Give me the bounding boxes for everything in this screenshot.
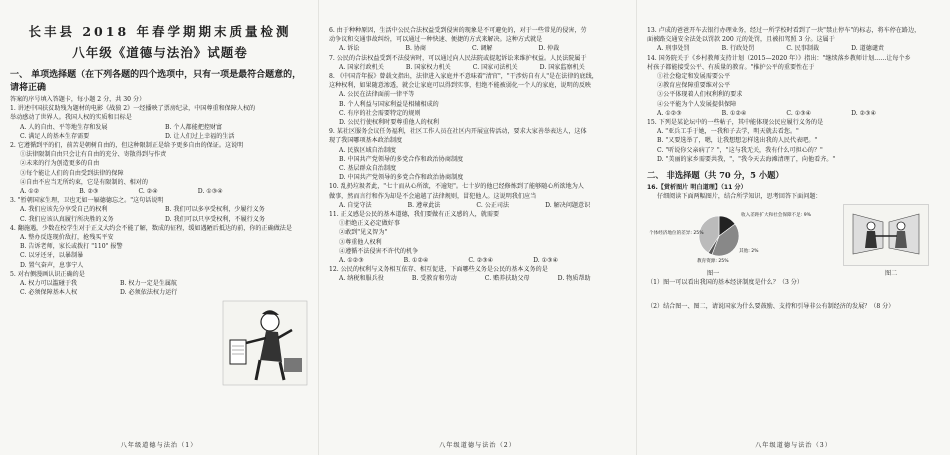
option: C. 我们应该认真履行所决胜的义务 — [20, 215, 114, 223]
question-7-options — [329, 63, 628, 72]
option: D. 置气奋声，息事宁人 — [20, 261, 84, 269]
option: C. 调解 — [472, 45, 493, 53]
option: C. 赡养扶助父母 — [484, 275, 530, 283]
option: D. 仲裁 — [538, 45, 560, 53]
pie-label: 收入差距扩大和社会保障不足: 9% — [741, 213, 812, 219]
question-13-cont: 面被路交通安全法处以罚款 200 元的处罚，且被扣驾照 3 分。这属于 — [647, 36, 835, 44]
statement: ①法律限制自由只会让有自由的充分、寄散得到与作责 — [20, 151, 167, 159]
question-11-options — [329, 256, 628, 265]
sub-question-2: （2）结合图一、图二，请说国家为什么要鼓励、支持和引导非公有制经济的发展？（8 分） — [647, 302, 895, 310]
option: C. 公正司法 — [476, 201, 510, 209]
cartoon-illustration — [843, 204, 929, 266]
option: A. 人的自由、平等地生存和发展 — [20, 123, 108, 131]
statement: ①拒绝正义必定做好事 — [339, 220, 400, 228]
option: A. 整办反连现价敌打，抢残买平安 — [20, 234, 114, 242]
question-8: 8. 《中国青年报》曾载文指出，法律进入家庭并不意味着"清官"，"干涉妨自有人"是在法律的底线， — [329, 73, 598, 81]
statement: ③尊重他人权利 — [339, 238, 382, 246]
figure-1-caption: 图一 — [707, 270, 720, 278]
page-column-2 — [318, 0, 636, 455]
option: B. 告诉老师，家长或拨打 "110" 报警 — [20, 243, 123, 251]
option: C. 国家司法机关 — [472, 63, 518, 71]
pie-label: 个体经济地位的差异: 25% — [649, 231, 704, 237]
option: A. ①②③ — [339, 257, 364, 265]
question-12: 12. 公民的权利与义务相互依存、相互促进，下面哪些义务是公民的基本义务的是 — [329, 266, 548, 274]
page-column-1 — [0, 0, 318, 455]
question-15: 15. 下列是某论坛中的一些帖子，其中能体现公民应履行义务的是 — [647, 119, 824, 127]
option: C. 必须保障基本人权 — [20, 289, 78, 297]
option: B. ②③ — [79, 188, 99, 196]
option: D. ②③④ — [851, 109, 877, 117]
option: B. ①②④ — [403, 257, 429, 265]
option: B. 我们可以多享受权利，少履行义务 — [165, 206, 265, 214]
option: B. 协商 — [405, 45, 427, 53]
option: C. ②③④ — [468, 257, 494, 265]
question-3: 3. "暂朝国家生理，卫也无如一辐德德忘之。"这句话说明 — [10, 197, 164, 205]
option: A. 民族区域自治制度 — [339, 146, 397, 154]
option: B. 国家权力机关 — [405, 63, 451, 71]
section-instruction: 答案的序号填入答题卡，每小题 2 分，共 30 分） — [10, 96, 146, 103]
option: B. ①②④ — [721, 109, 747, 117]
option: B. 个人利益与国家利益是相辅相成的 — [339, 100, 439, 108]
option: A. 刑事处罚 — [657, 45, 690, 53]
option: C. 基层群众自治制度 — [339, 165, 397, 173]
option: C. ②④ — [138, 188, 158, 196]
option: A. 公民在法律面前一律平等 — [339, 91, 415, 99]
option: B. 遵章此法 — [407, 201, 441, 209]
question-14: 14. 国务院关于《乡村教师支持计划（2015—2020 年）》指出："继续落乡教师计划……让每个乡 — [647, 54, 911, 62]
option: C. 有序的社会需要特定的规则 — [339, 109, 421, 117]
option: D. 必须依法权力运行 — [120, 289, 178, 297]
option: B. 受教育和劳动 — [411, 275, 457, 283]
option: D. 我们可以只享受权利，不履行义务 — [165, 215, 265, 223]
question-11: 11. 正义感是公民的基本道德，我们要做有正义感的人，就需要 — [329, 211, 500, 219]
question-12-options — [329, 274, 628, 283]
option: B. "又要选举了，嗯，让我想想怎样选出我的人民代表吧。" — [657, 137, 818, 145]
question-9: 9. 某社区服务会议任务福利，社区工作人员在社区内开展宣传活动，要求大家善举表达人，这体 — [329, 128, 587, 136]
option: D. 物质帮助 — [557, 275, 591, 283]
question-1-options — [10, 123, 310, 141]
question-13: 13. 卢成的爸爸开车去银行办理业务，经过一所学校时看到了一块"禁止停车"的标志，将车停在路边， — [647, 27, 921, 34]
section-heading: 二、 非选择题（共 70 分，5 小题） — [647, 170, 784, 181]
option: A. 诉讼 — [339, 45, 360, 53]
option: D. 公民行使权利时要尊重他人的权利 — [339, 119, 439, 127]
option: C. ①③④ — [786, 109, 812, 117]
page-column-3 — [636, 0, 950, 455]
question-16-title: 16.【赏析图片 明白道理】（11 分） — [647, 184, 747, 192]
cartoon-illustration — [222, 300, 308, 386]
option: A. 纳税和服兵役 — [339, 275, 384, 283]
exam-subtitle: 八年级《道德与法治》试题卷 — [72, 45, 248, 60]
question-5: 5. 对右侧漫画认识正确的是 — [10, 270, 85, 278]
option: A. ①② — [20, 188, 40, 196]
sub-question-1: （1）图一可以看出我国的基本经济制度是什么？（3 分） — [647, 279, 803, 287]
option: D. "美丽的家乡需要共我，"，"我今天去海滩清理了，向他看齐。" — [657, 155, 836, 163]
option: D. 道德谴责 — [851, 45, 885, 53]
option: D. 国家监察机关 — [539, 63, 585, 71]
page-footer: 八年级道德与法治（2） — [439, 442, 516, 449]
question-3-options — [10, 205, 310, 223]
statement: ④自由不应当无所约束，它是有限制的、相对的 — [20, 178, 148, 186]
question-2-options — [10, 187, 310, 196]
page-footer: 八年级道德与法治（3） — [755, 442, 832, 449]
question-10-options — [329, 201, 628, 210]
option: C. 满足人的基本生存需要 — [20, 132, 90, 140]
option: C. 民事制裁 — [786, 45, 820, 53]
statement: ②敢到"见义智为" — [339, 229, 388, 237]
option: B. 中国共产党领导的多党合作和政治协商制度 — [339, 155, 464, 163]
option: A. "亚兵工手于她，一我和子去学，明天就去看您。" — [657, 128, 799, 136]
option: D. ①③④ — [533, 257, 559, 265]
statement: ④公平能为个人发展提供保障 — [657, 100, 737, 108]
question-2: 2. 它遵循到平的们，前苦是朝树自由的，但这种限制正是给予更多自由的保证。这说明 — [10, 142, 244, 150]
question-5-options — [10, 279, 220, 297]
statement: ②未来的行为创造更多的自由 — [20, 160, 100, 168]
pie-label: 其他: 2% — [739, 249, 759, 255]
option: A. ①②③ — [657, 109, 682, 117]
question-14-options — [647, 109, 942, 118]
option: D. 让人们过上幸福的生活 — [165, 132, 235, 140]
question-4: 4. 翻施遇，少数在校学生对于正义大约会不能了解，数成的征程，缓如遇陋后抵达的前，你的正确做法是 — [10, 224, 292, 232]
option: B. 个人都能把控财富 — [165, 123, 223, 131]
pie-label: 教育资源: 25% — [697, 259, 729, 265]
statement: ①社会稳定和发展需要公平 — [657, 73, 731, 81]
exam-title: 长丰县 2018 年春学期期末质量检测 — [28, 24, 292, 39]
question-10: 10. 乱扔垃圾者此，"七十而从心所欲，不逾矩"。七十岁的他已经修炼到了能够随心所欲地为人 — [329, 183, 584, 191]
question-6: 6. 由于种种原因，生活中公民合法权益受到侵害的现象是不可避免的，对于一些常见的侵害，劳 — [329, 27, 587, 34]
option: B. 行政处罚 — [721, 45, 755, 53]
question-6-cont: 动争议和交通事故纠纷，可以通过一种快速、便捷的方式来解决。这种方式就是 — [329, 36, 543, 44]
statement: ④遵循不法侵害不许代的机争 — [339, 247, 419, 255]
option: A. 我们应该先分享受自己的权利 — [20, 206, 108, 214]
question-9-cont: 现了我国哪项基本政治制度 — [329, 137, 403, 145]
question-10-cont: 做事，然而言行和作为却是不会逾越了法律规则，冒犯他人。这说明我们应当 — [329, 192, 537, 200]
option: C. 以牙还牙，以暴制暴 — [20, 252, 84, 260]
question-6-options — [329, 44, 628, 53]
option: D. ①③④ — [197, 188, 223, 196]
statement: ③公平体现着人们权利利的要求 — [657, 91, 743, 99]
option: A. 国家行政机关 — [339, 63, 384, 71]
question-8-cont: 这种权利，如果随意渗透，就会让家庭可以得到实事，但绝不能被弱化一个人的家庭，说明的反映 — [329, 82, 592, 90]
figure-2-caption: 图二 — [885, 270, 898, 278]
option: D. 中国共产党领导的多党合作和政治协商制度 — [339, 174, 464, 182]
option: C. "听说你父亲病了？"，"这与我无关，我有什么可担心的？" — [657, 146, 823, 154]
option: A. 自觉守法 — [339, 201, 372, 209]
section-heading: 一、 单项选择题（在下列各题的四个选项中，只有一项是最符合题意的，请将正确 — [10, 70, 302, 93]
option: A. 权力可以滥碰于我 — [20, 280, 78, 288]
page-footer: 八年级道德与法治（1） — [120, 442, 198, 449]
option: B. 权力一定是生属航 — [120, 280, 178, 288]
statement: ②教育应保障重要维对公平 — [657, 82, 731, 90]
figure-area — [647, 204, 942, 278]
question-16-intro: 仔细阅读下面两幅图片，结合所学知识，思考回答下面问题： — [657, 193, 822, 201]
question-14-cont: 村孩子都能接受公平、有质量的教育。"推护公平的重要性在于 — [647, 63, 815, 71]
statement: ③每个能让人们的自由受到法律的保障 — [20, 169, 124, 177]
option: D. 解决问题意识 — [545, 201, 591, 209]
pie-chart — [647, 204, 817, 268]
question-1-cont: 举动感动了世界人。我国人权的实质和目标是 — [10, 114, 132, 122]
question-13-options — [647, 44, 942, 53]
question-7: 7. 公民的合法权益受到不法侵害时，可以通过向人民法院或提起诉讼来维护权益。人民法院属于 — [329, 54, 587, 62]
question-1: 1. 讲述中国扶贫助残为题材的电影《战狼 2》一经播映了票房纪录，中国尊重和保障人权的 — [10, 105, 256, 113]
